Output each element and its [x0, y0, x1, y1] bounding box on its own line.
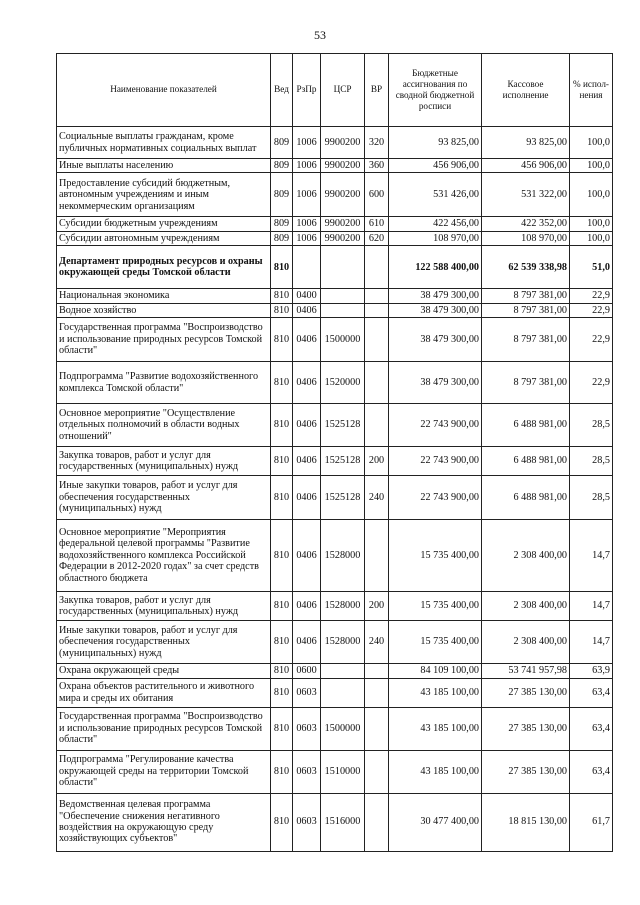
cell-vr: 360 — [365, 159, 389, 173]
cell-budget: 15 735 400,00 — [389, 520, 482, 592]
table-row — [57, 318, 613, 362]
cell-csr: 9900200 — [321, 173, 365, 217]
page-number: 53 — [314, 28, 326, 42]
cell-cash: 27 385 130,00 — [482, 707, 570, 750]
cell-vr — [365, 707, 389, 750]
cell-csr: 1500000 — [321, 707, 365, 750]
table-row — [57, 447, 613, 476]
cell-name: Закупка товаров, работ и услуг для государственных (муниципальных) нужд — [57, 447, 271, 476]
table-row — [57, 303, 613, 317]
cell-cash: 2 308 400,00 — [482, 520, 570, 592]
cell-csr: 1510000 — [321, 750, 365, 793]
cell-budget: 15 735 400,00 — [389, 621, 482, 664]
cell-rzpr: 0400 — [293, 289, 321, 303]
cell-cash: 18 815 130,00 — [482, 793, 570, 851]
cell-ved: 810 — [271, 289, 293, 303]
cell-cash: 531 322,00 — [482, 173, 570, 217]
cell-pct: 28,5 — [570, 476, 613, 520]
cell-rzpr: 0406 — [293, 621, 321, 664]
column-header-budget: Бюджетные ассигнования по сводной бюджетной росписи — [389, 54, 482, 127]
cell-budget: 43 185 100,00 — [389, 678, 482, 707]
table-row — [57, 678, 613, 707]
cell-csr: 1520000 — [321, 362, 365, 404]
cell-csr: 1525128 — [321, 476, 365, 520]
cell-vr — [365, 678, 389, 707]
cell-rzpr: 0406 — [293, 362, 321, 404]
cell-vr: 610 — [365, 217, 389, 231]
cell-budget: 531 426,00 — [389, 173, 482, 217]
cell-vr — [365, 520, 389, 592]
cell-ved: 810 — [271, 246, 293, 289]
cell-ved: 810 — [271, 303, 293, 317]
cell-csr: 9900200 — [321, 127, 365, 159]
cell-csr: 1525128 — [321, 447, 365, 476]
cell-budget: 84 109 100,00 — [389, 664, 482, 678]
cell-ved: 810 — [271, 621, 293, 664]
cell-csr: 9900200 — [321, 159, 365, 173]
cell-name: Национальная экономика — [57, 289, 271, 303]
cell-cash: 8 797 381,00 — [482, 362, 570, 404]
cell-csr: 1500000 — [321, 318, 365, 362]
column-header-vr: ВР — [365, 54, 389, 127]
cell-budget: 38 479 300,00 — [389, 289, 482, 303]
table-row — [57, 127, 613, 159]
cell-csr — [321, 246, 365, 289]
cell-vr — [365, 318, 389, 362]
cell-budget: 22 743 900,00 — [389, 404, 482, 447]
cell-rzpr: 0603 — [293, 678, 321, 707]
cell-cash: 456 906,00 — [482, 159, 570, 173]
cell-ved: 810 — [271, 318, 293, 362]
cell-name: Основное мероприятие "Мероприятия федеральной целевой программы "Развитие водохозяйственного комплекса Российской Федерации в 2012-2020 годах" за счет средств областного бюджета — [57, 520, 271, 592]
cell-cash: 8 797 381,00 — [482, 318, 570, 362]
cell-vr: 240 — [365, 621, 389, 664]
table-row — [57, 289, 613, 303]
cell-pct: 100,0 — [570, 231, 613, 245]
cell-csr: 9900200 — [321, 231, 365, 245]
cell-ved: 810 — [271, 592, 293, 621]
table-row — [57, 793, 613, 851]
cell-csr: 9900200 — [321, 217, 365, 231]
cell-cash: 6 488 981,00 — [482, 476, 570, 520]
cell-cash: 27 385 130,00 — [482, 678, 570, 707]
cell-ved: 810 — [271, 447, 293, 476]
cell-vr — [365, 303, 389, 317]
cell-pct: 14,7 — [570, 621, 613, 664]
cell-rzpr: 0600 — [293, 664, 321, 678]
cell-name: Иные закупки товаров, работ и услуг для обеспечения государственных (муниципальных) нужд — [57, 476, 271, 520]
table-row — [57, 750, 613, 793]
cell-rzpr: 0406 — [293, 447, 321, 476]
cell-name: Субсидии автономным учреждениям — [57, 231, 271, 245]
cell-pct: 14,7 — [570, 592, 613, 621]
table-row — [57, 520, 613, 592]
cell-rzpr: 0603 — [293, 707, 321, 750]
cell-pct: 100,0 — [570, 127, 613, 159]
cell-cash: 422 352,00 — [482, 217, 570, 231]
cell-name: Ведомственная целевая программа "Обеспечение снижения негативного воздействия на окружающую среду хозяйствующих субъектов" — [57, 793, 271, 851]
cell-rzpr: 0406 — [293, 404, 321, 447]
cell-cash: 27 385 130,00 — [482, 750, 570, 793]
table-header-row — [57, 54, 613, 127]
cell-rzpr: 0603 — [293, 793, 321, 851]
table-row — [57, 246, 613, 289]
table-row — [57, 231, 613, 245]
cell-rzpr: 0406 — [293, 318, 321, 362]
column-header-pct: % испол-нения — [570, 54, 613, 127]
cell-vr — [365, 362, 389, 404]
cell-pct: 22,9 — [570, 289, 613, 303]
cell-rzpr: 1006 — [293, 159, 321, 173]
cell-cash: 108 970,00 — [482, 231, 570, 245]
cell-rzpr: 1006 — [293, 127, 321, 159]
cell-ved: 809 — [271, 159, 293, 173]
cell-budget: 422 456,00 — [389, 217, 482, 231]
cell-vr — [365, 246, 389, 289]
cell-csr — [321, 289, 365, 303]
cell-name: Основное мероприятие "Осуществление отдельных полномочий в области водных отношений" — [57, 404, 271, 447]
cell-cash: 2 308 400,00 — [482, 621, 570, 664]
cell-cash: 6 488 981,00 — [482, 404, 570, 447]
cell-pct: 28,5 — [570, 404, 613, 447]
cell-ved: 809 — [271, 173, 293, 217]
cell-ved: 809 — [271, 231, 293, 245]
cell-cash: 8 797 381,00 — [482, 303, 570, 317]
table-row — [57, 664, 613, 678]
cell-vr — [365, 793, 389, 851]
cell-pct: 61,7 — [570, 793, 613, 851]
cell-ved: 810 — [271, 678, 293, 707]
cell-name: Водное хозяйство — [57, 303, 271, 317]
table-row — [57, 173, 613, 217]
cell-pct: 63,4 — [570, 707, 613, 750]
cell-csr: 1528000 — [321, 592, 365, 621]
table-row — [57, 362, 613, 404]
cell-pct: 63,9 — [570, 664, 613, 678]
cell-vr: 620 — [365, 231, 389, 245]
cell-vr: 200 — [365, 592, 389, 621]
cell-ved: 810 — [271, 404, 293, 447]
table-row — [57, 217, 613, 231]
column-header-csr: ЦСР — [321, 54, 365, 127]
cell-pct: 100,0 — [570, 217, 613, 231]
cell-name: Департамент природных ресурсов и охраны окружающей среды Томской области — [57, 246, 271, 289]
cell-name: Охрана объектов растительного и животного мира и среды их обитания — [57, 678, 271, 707]
cell-csr: 1525128 — [321, 404, 365, 447]
cell-name: Иные закупки товаров, работ и услуг для обеспечения государственных (муниципальных) нужд — [57, 621, 271, 664]
cell-ved: 810 — [271, 664, 293, 678]
cell-rzpr — [293, 246, 321, 289]
table-row — [57, 159, 613, 173]
cell-budget: 38 479 300,00 — [389, 362, 482, 404]
cell-rzpr: 1006 — [293, 217, 321, 231]
cell-name: Иные выплаты населению — [57, 159, 271, 173]
cell-rzpr: 0603 — [293, 750, 321, 793]
cell-budget: 93 825,00 — [389, 127, 482, 159]
cell-vr: 320 — [365, 127, 389, 159]
cell-csr — [321, 678, 365, 707]
column-header-cash: Кассовое исполнение — [482, 54, 570, 127]
cell-budget: 43 185 100,00 — [389, 707, 482, 750]
cell-ved: 810 — [271, 707, 293, 750]
cell-budget: 38 479 300,00 — [389, 318, 482, 362]
cell-rzpr: 0406 — [293, 520, 321, 592]
cell-name: Субсидии бюджетным учреждениям — [57, 217, 271, 231]
column-header-ved: Вед — [271, 54, 293, 127]
cell-cash: 6 488 981,00 — [482, 447, 570, 476]
cell-budget: 30 477 400,00 — [389, 793, 482, 851]
cell-name: Социальные выплаты гражданам, кроме публичных нормативных социальных выплат — [57, 127, 271, 159]
column-header-name: Наименование показателей — [57, 54, 271, 127]
cell-vr: 240 — [365, 476, 389, 520]
cell-csr: 1516000 — [321, 793, 365, 851]
cell-name: Охрана окружающей среды — [57, 664, 271, 678]
cell-rzpr: 1006 — [293, 173, 321, 217]
cell-csr — [321, 303, 365, 317]
cell-csr: 1528000 — [321, 520, 365, 592]
cell-pct: 14,7 — [570, 520, 613, 592]
cell-pct: 51,0 — [570, 246, 613, 289]
cell-rzpr: 0406 — [293, 303, 321, 317]
cell-ved: 810 — [271, 362, 293, 404]
cell-budget: 456 906,00 — [389, 159, 482, 173]
cell-budget: 22 743 900,00 — [389, 447, 482, 476]
cell-pct: 100,0 — [570, 173, 613, 217]
budget-execution-table — [56, 53, 613, 852]
cell-vr — [365, 750, 389, 793]
cell-rzpr: 1006 — [293, 231, 321, 245]
cell-ved: 810 — [271, 750, 293, 793]
cell-name: Подпрограмма "Регулирование качества окружающей среды на территории Томской области" — [57, 750, 271, 793]
cell-vr — [365, 404, 389, 447]
cell-vr — [365, 664, 389, 678]
table-row — [57, 592, 613, 621]
cell-pct: 100,0 — [570, 159, 613, 173]
cell-ved: 809 — [271, 127, 293, 159]
table-row — [57, 476, 613, 520]
cell-vr: 600 — [365, 173, 389, 217]
cell-name: Государственная программа "Воспроизводство и использование природных ресурсов Томской области" — [57, 707, 271, 750]
table-row — [57, 404, 613, 447]
column-header-rzpr: РзПр — [293, 54, 321, 127]
cell-vr — [365, 289, 389, 303]
cell-name: Государственная программа "Воспроизводство и использование природных ресурсов Томской области" — [57, 318, 271, 362]
cell-name: Предоставление субсидий бюджетным, автономным учреждениям и иным некоммерческим организациям — [57, 173, 271, 217]
cell-budget: 15 735 400,00 — [389, 592, 482, 621]
cell-pct: 28,5 — [570, 447, 613, 476]
cell-rzpr: 0406 — [293, 592, 321, 621]
cell-pct: 22,9 — [570, 318, 613, 362]
cell-csr — [321, 664, 365, 678]
cell-name: Закупка товаров, работ и услуг для государственных (муниципальных) нужд — [57, 592, 271, 621]
cell-name: Подпрограмма "Развитие водохозяйственного комплекса Томской области" — [57, 362, 271, 404]
cell-pct: 63,4 — [570, 750, 613, 793]
cell-cash: 2 308 400,00 — [482, 592, 570, 621]
table-body — [57, 127, 613, 852]
table-row — [57, 707, 613, 750]
cell-budget: 108 970,00 — [389, 231, 482, 245]
cell-cash: 53 741 957,98 — [482, 664, 570, 678]
cell-cash: 62 539 338,98 — [482, 246, 570, 289]
table-row — [57, 621, 613, 664]
cell-pct: 22,9 — [570, 362, 613, 404]
cell-ved: 810 — [271, 793, 293, 851]
cell-cash: 8 797 381,00 — [482, 289, 570, 303]
cell-vr: 200 — [365, 447, 389, 476]
cell-budget: 122 588 400,00 — [389, 246, 482, 289]
cell-budget: 38 479 300,00 — [389, 303, 482, 317]
cell-cash: 93 825,00 — [482, 127, 570, 159]
cell-pct: 63,4 — [570, 678, 613, 707]
cell-rzpr: 0406 — [293, 476, 321, 520]
cell-pct: 22,9 — [570, 303, 613, 317]
cell-csr: 1528000 — [321, 621, 365, 664]
cell-ved: 809 — [271, 217, 293, 231]
cell-ved: 810 — [271, 520, 293, 592]
cell-ved: 810 — [271, 476, 293, 520]
cell-budget: 43 185 100,00 — [389, 750, 482, 793]
cell-budget: 22 743 900,00 — [389, 476, 482, 520]
